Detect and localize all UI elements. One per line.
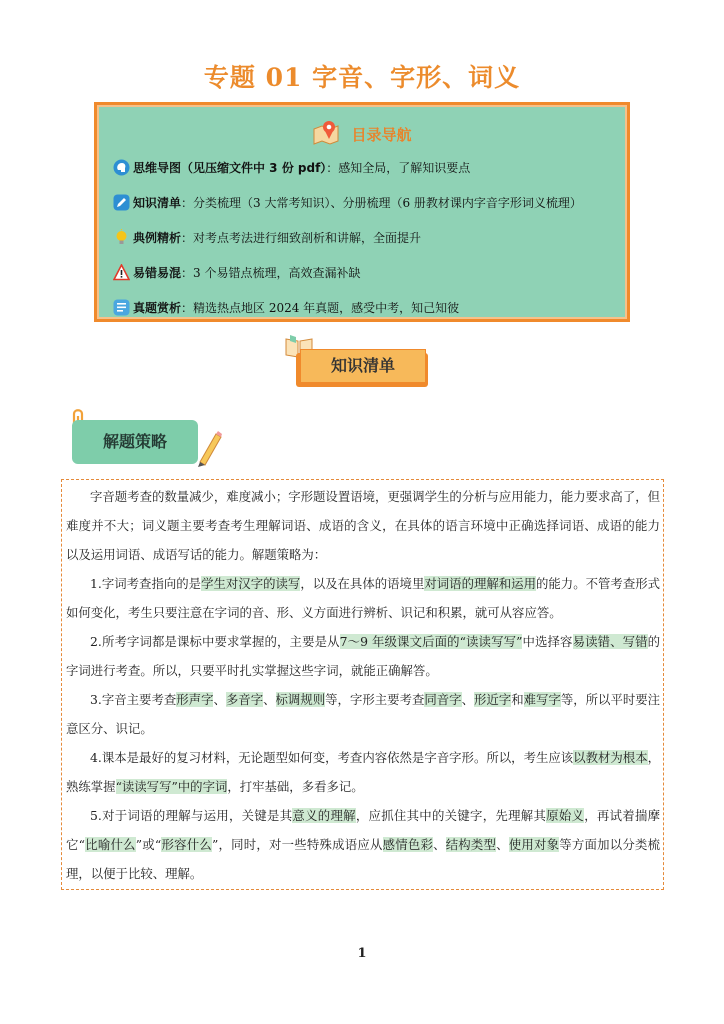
page-number: 1 — [357, 946, 367, 961]
highlighted-phrase: 原始义 — [546, 808, 585, 823]
strategy-tab: 解题策略 — [66, 412, 236, 472]
highlighted-phrase: 同音字 — [424, 692, 462, 707]
text-segment: ，以及在具体的语境里 — [300, 576, 425, 591]
text-segment: ，再试着揣摩它“ — [66, 808, 661, 852]
text-segment: ”或“ — [135, 837, 162, 852]
highlighted-phrase: 难写字 — [523, 692, 561, 707]
highlighted-phrase: 学生对汉字的读写 — [201, 576, 301, 591]
text-segment: 5.对于词语的理解与运用，关键是其 — [90, 808, 293, 823]
highlighted-phrase: 7～9 年级课文后面的“读读写写” — [339, 634, 523, 649]
toc-item-knowledge-list: 知识清单：分类梳理（3 大常考知识）、分册梳理（6 册教材课内字音字形词义梳理） — [113, 194, 582, 211]
highlighted-phrase: 形声字 — [176, 692, 214, 707]
paragraph-point-1 — [66, 569, 660, 627]
highlighted-phrase: 形容什么 — [161, 837, 212, 852]
toc-item-mistakes: 易错易混：3 个易错点梳理，高效查漏补缺 — [113, 264, 360, 281]
text-segment: 的能力。不管考查形式如何变化，考生只要注意在字词的音、形、义方面进行辨析、识记和积累，就可从容应答。 — [66, 576, 661, 620]
pen-icon — [113, 194, 130, 211]
toc-item-examples: 典例精析：对考点考法进行细致剖析和讲解，全面提升 — [113, 229, 421, 246]
text-segment: 4.课本是最好的复习材料，无论题型如何变，考查内容依然是字音字形。所以，考生应该 — [90, 750, 574, 765]
text-segment: 中选择容 — [522, 634, 573, 649]
text-segment: 等，字形主要考查 — [325, 692, 425, 707]
paragraph-intro — [66, 482, 660, 569]
highlighted-phrase: 易读错、写错 — [572, 634, 648, 649]
text-segment: ，打牢基础，多看多记。 — [227, 779, 364, 794]
highlighted-phrase: 以教材为根本 — [573, 750, 648, 765]
exam-icon — [113, 299, 130, 316]
text-segment: 等方面加以分类梳理，以便于比较、理解。 — [66, 837, 661, 881]
highlighted-phrase: 使用对象 — [508, 837, 560, 852]
highlighted-phrase: 结构类型 — [445, 837, 497, 852]
text-segment: 1.字词考查指向的是 — [90, 576, 202, 591]
paragraph-point-3 — [66, 685, 660, 743]
page-title: 专题 01 字音、字形、词义 — [203, 63, 521, 92]
brain-icon — [113, 159, 130, 176]
pencil-icon — [194, 428, 224, 468]
toc-item-mindmap: 思维导图（见压缩文件中 3 份 pdf）：感知全局，了解知识要点 — [113, 159, 470, 176]
map-pin-icon — [312, 119, 342, 149]
text-segment: 、 — [433, 837, 446, 852]
toc-item-real-exams: 真题赏析：精选热点地区 2024 年真题，感受中考，知己知彼 — [113, 299, 459, 316]
text-segment: ，应抓住其中的关键字，先理解其 — [355, 808, 547, 823]
highlighted-phrase: 标调规则 — [275, 692, 326, 707]
warning-icon — [113, 264, 130, 281]
paragraph-point-4 — [66, 743, 660, 801]
toc-panel — [94, 102, 630, 322]
highlighted-phrase: 多音字 — [225, 692, 264, 707]
highlighted-phrase: 对词语的理解和运用 — [424, 576, 536, 591]
lightbulb-icon — [113, 229, 130, 246]
text-segment: 3.字音主要考查 — [90, 692, 177, 707]
highlighted-phrase: 形近字 — [474, 692, 512, 707]
text-segment: 、 — [461, 692, 474, 707]
text-segment: 等，所以平时要注意区分、识记。 — [66, 692, 661, 736]
highlighted-phrase: “读读写写”中的字词 — [115, 779, 228, 794]
highlighted-phrase: 比喻什么 — [84, 837, 136, 852]
text-segment: 、 — [496, 837, 509, 852]
text-segment: ，熟练掌握 — [66, 750, 661, 794]
paragraph-point-5 — [66, 801, 660, 888]
text-segment: 字音题考查的数量减少，难度减小；字形题设置语境，更强调学生的分析与应用能力，能力要求高了，但难度并不大；词义题主要考查考生理解词语、成语的含义，在具体的语言环境中正确选择词语、成语的能力以及运用词语、成语写话的能力。解题策略为： — [66, 489, 660, 562]
text-segment: 2.所考字词都是课标中要求掌握的，主要是从 — [90, 634, 340, 649]
knowledge-list-banner: 知识清单 — [296, 349, 430, 389]
highlighted-phrase: 感情色彩 — [382, 837, 434, 852]
text-segment: ”，同时，对一些特殊成语应从 — [211, 837, 383, 852]
text-segment: 、 — [263, 692, 276, 707]
text-segment: 、 — [213, 692, 226, 707]
highlighted-phrase: 意义的理解 — [292, 808, 356, 823]
paragraph-point-2 — [66, 627, 660, 685]
text-segment: 和 — [511, 692, 524, 707]
toc-heading: 目录导航 — [97, 119, 627, 149]
text-segment: 的字词进行考查。所以，只要平时扎实掌握这些字词，就能正确解答。 — [66, 634, 661, 678]
